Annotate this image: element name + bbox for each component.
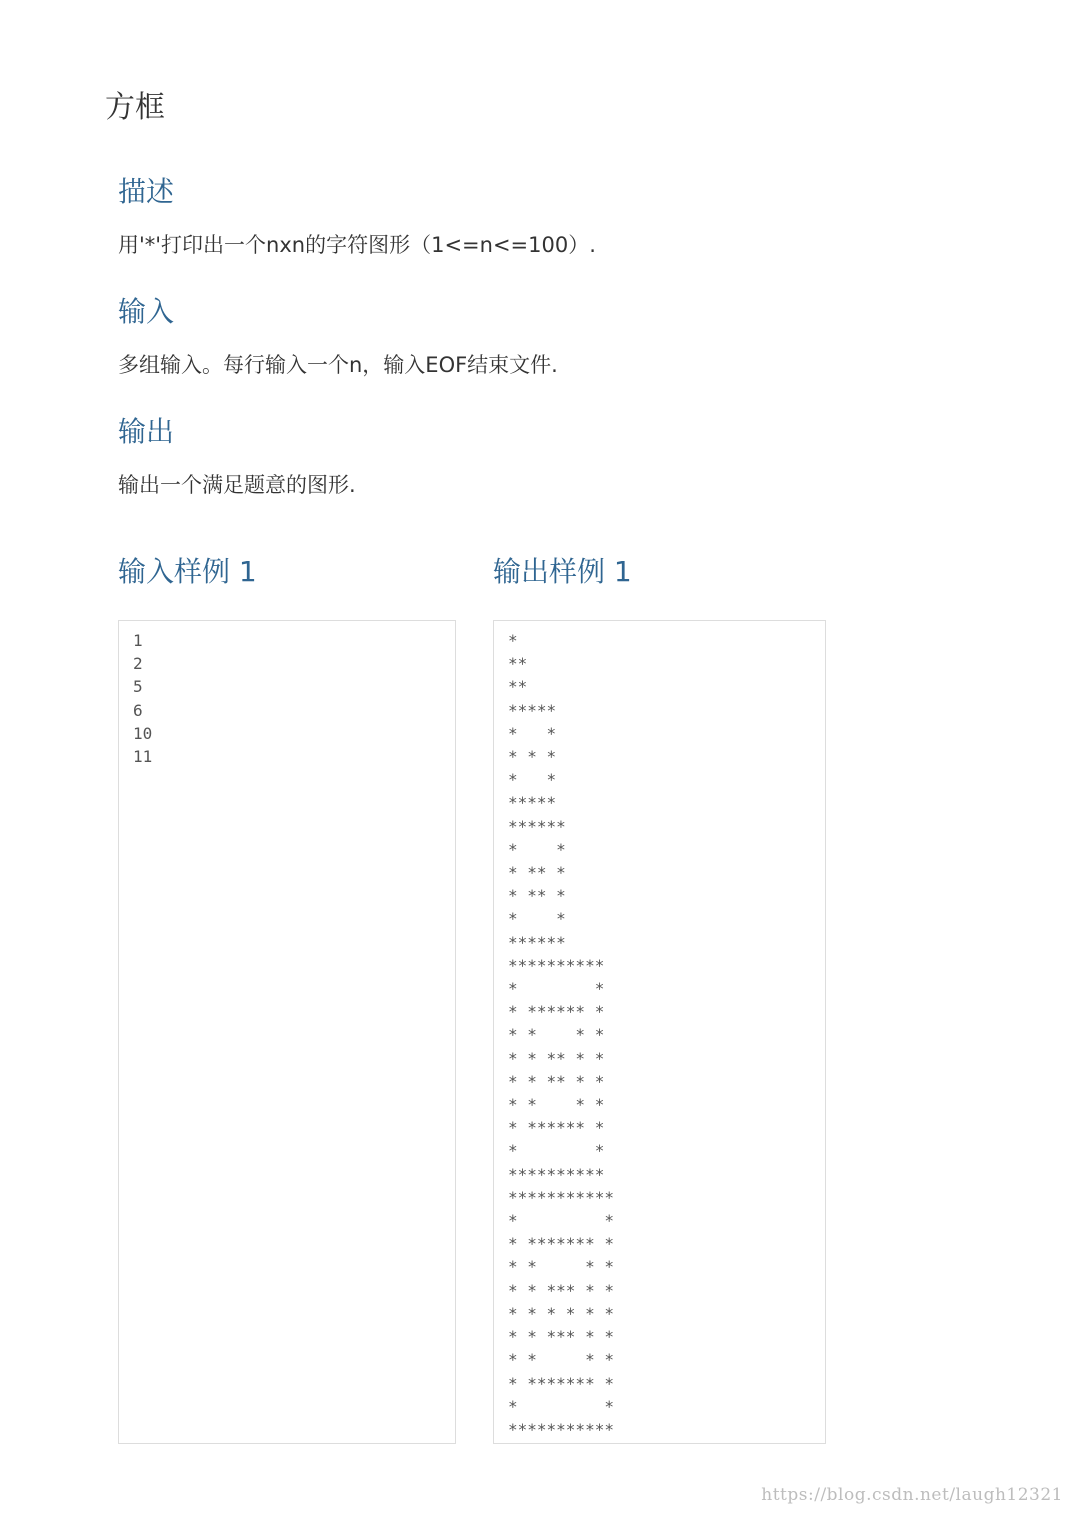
output-text: 输出一个满足题意的图形. bbox=[118, 473, 356, 497]
input-text: 多组输入。每行输入一个n，输入EOF结束文件. bbox=[118, 353, 558, 377]
sample-input-content[interactable]: 1 2 5 6 10 11 bbox=[133, 631, 153, 767]
input-heading: 输入 bbox=[118, 295, 175, 328]
sample-input-box[interactable] bbox=[118, 620, 456, 1444]
description-heading: 描述 bbox=[118, 175, 175, 208]
sample-output-heading: 输出样例 1 bbox=[493, 555, 632, 588]
sample-input-heading: 输入样例 1 bbox=[118, 555, 257, 588]
sample-output-content[interactable]: * ** ** ***** * * * * * * * ***** ****** * * * ** * * ** * * * ****** ********** * * * ****** * * * * * * * ** * * * * ** * * * * * * * ****** * * * ********** *********** * * * ******* * * * * * * * *** * * * * * * * * * * *** * * * * * * * ******* * * * *********** bbox=[508, 631, 614, 1439]
page-title: 方框 bbox=[105, 90, 165, 125]
output-heading: 输出 bbox=[118, 415, 175, 448]
watermark: https://blog.csdn.net/laugh12321 bbox=[761, 1485, 1063, 1505]
description-text: 用'*'打印出一个nxn的字符图形（1<=n<=100）. bbox=[118, 233, 596, 257]
sample-output-box[interactable] bbox=[493, 620, 826, 1444]
